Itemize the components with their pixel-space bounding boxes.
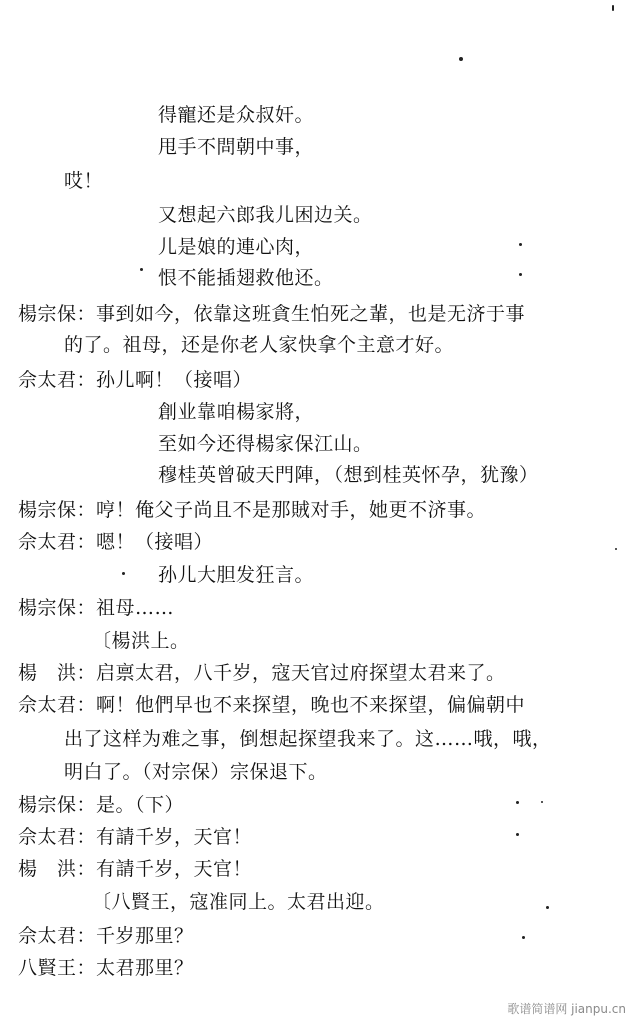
speech-text: 孙儿啊！（接唱） — [96, 369, 253, 391]
dialogue-line — [18, 857, 252, 881]
speaker-name: 佘太君： — [18, 826, 97, 848]
line-text: 〔八賢王，寇准同上。太君出迎。 — [92, 891, 385, 913]
dialogue-line — [18, 924, 194, 948]
verse-line — [158, 235, 314, 259]
scan-speck — [522, 936, 525, 939]
dialogue-line — [18, 368, 252, 392]
speaker-name: 楊宗保： — [18, 597, 97, 619]
verse-line — [158, 432, 373, 456]
dialogue-continuation — [64, 760, 328, 784]
line-text: 明白了。（对宗保）宗保退下。 — [64, 761, 328, 783]
speech-text: 哼！俺父子尚且不是那賊对手，她更不济事。 — [96, 499, 487, 521]
line-text: 哎！ — [64, 170, 104, 192]
scan-speck — [541, 801, 543, 803]
speech-text: 嗯！（接唱） — [96, 531, 214, 553]
dialogue-line — [18, 498, 486, 522]
speech-text: 有請千岁，天官！ — [96, 826, 253, 848]
line-text: 出了这样为难之事，倒想起探望我来了。这……哦，哦， — [64, 728, 552, 750]
speech-text: 有請千岁，天官！ — [96, 858, 253, 880]
verse-line — [158, 203, 373, 227]
scan-speck — [516, 801, 519, 804]
verse-line — [158, 463, 539, 487]
line-text: 的了。祖母，还是你老人家快拿个主意才好。 — [64, 334, 455, 356]
site-watermark: 歌谱简谱网 jianpu.cn — [507, 1002, 626, 1016]
dialogue-line — [18, 956, 194, 980]
speaker-name: 楊宗保： — [18, 499, 97, 521]
speaker-name: 楊 洪： — [18, 858, 97, 880]
line-text: 創业靠咱楊家將， — [158, 401, 315, 423]
verse-line — [158, 266, 334, 290]
speech-text: 千岁那里？ — [96, 925, 194, 947]
scan-speck — [519, 273, 522, 276]
speech-text: 启禀太君，八千岁，寇天官过府探望太君来了。 — [96, 662, 506, 684]
speech-text: 事到如今，依靠这班貪生怕死之輩，也是无济于事 — [96, 303, 526, 325]
line-text: 得寵还是众叔奸。 — [158, 104, 315, 126]
speaker-name: 楊宗保： — [18, 303, 97, 325]
dialogue-line — [18, 661, 506, 685]
speech-text: 太君那里？ — [96, 957, 194, 979]
verse-line — [158, 135, 314, 159]
scan-speck — [140, 268, 143, 271]
scan-speck — [122, 572, 125, 575]
speaker-name: 楊宗保： — [18, 794, 97, 816]
speech-text: 啊！他們早也不来探望，晚也不来探望，偏偏朝中 — [96, 694, 526, 716]
exclamation-line — [64, 169, 103, 193]
dialogue-continuation — [64, 727, 552, 751]
line-text: 恨不能插翅救他还。 — [158, 267, 334, 289]
stage-direction — [92, 629, 190, 653]
speaker-name: 八賢王： — [18, 957, 97, 979]
dialogue-continuation — [64, 333, 454, 357]
line-text: 〔楊洪上。 — [92, 630, 190, 652]
scan-speck — [615, 548, 617, 550]
stage-direction — [92, 890, 385, 914]
line-text: 至如今还得楊家保江山。 — [158, 433, 373, 455]
verse-line — [158, 400, 314, 424]
speech-text: 祖母…… — [96, 597, 175, 619]
dialogue-line — [18, 596, 174, 620]
speaker-name: 佘太君： — [18, 925, 97, 947]
speech-text: 是。（下） — [96, 794, 185, 816]
scan-speck — [519, 243, 522, 246]
scan-speck — [546, 906, 549, 909]
line-text: 甩手不問朝中事， — [158, 136, 315, 158]
line-text: 又想起六郎我儿困边关。 — [158, 204, 373, 226]
line-text: 孙儿大胆发狂言。 — [158, 564, 315, 586]
verse-line — [158, 563, 314, 587]
verse-line — [158, 103, 314, 127]
speaker-name: 佘太君： — [18, 531, 97, 553]
line-text: 穆桂英曾破天門陣，（想到桂英怀孕，犹豫） — [158, 464, 539, 486]
dialogue-line — [18, 530, 213, 554]
dialogue-line — [18, 693, 525, 717]
scan-speck — [516, 833, 519, 836]
speaker-name: 佘太君： — [18, 369, 97, 391]
dialogue-line — [18, 793, 184, 817]
speaker-name: 楊 洪： — [18, 662, 97, 684]
dialogue-line — [18, 825, 252, 849]
line-text: 儿是娘的連心肉， — [158, 236, 315, 258]
scan-speck — [612, 5, 614, 11]
dialogue-line — [18, 302, 525, 326]
scan-speck — [459, 57, 463, 61]
speaker-name: 佘太君： — [18, 694, 97, 716]
